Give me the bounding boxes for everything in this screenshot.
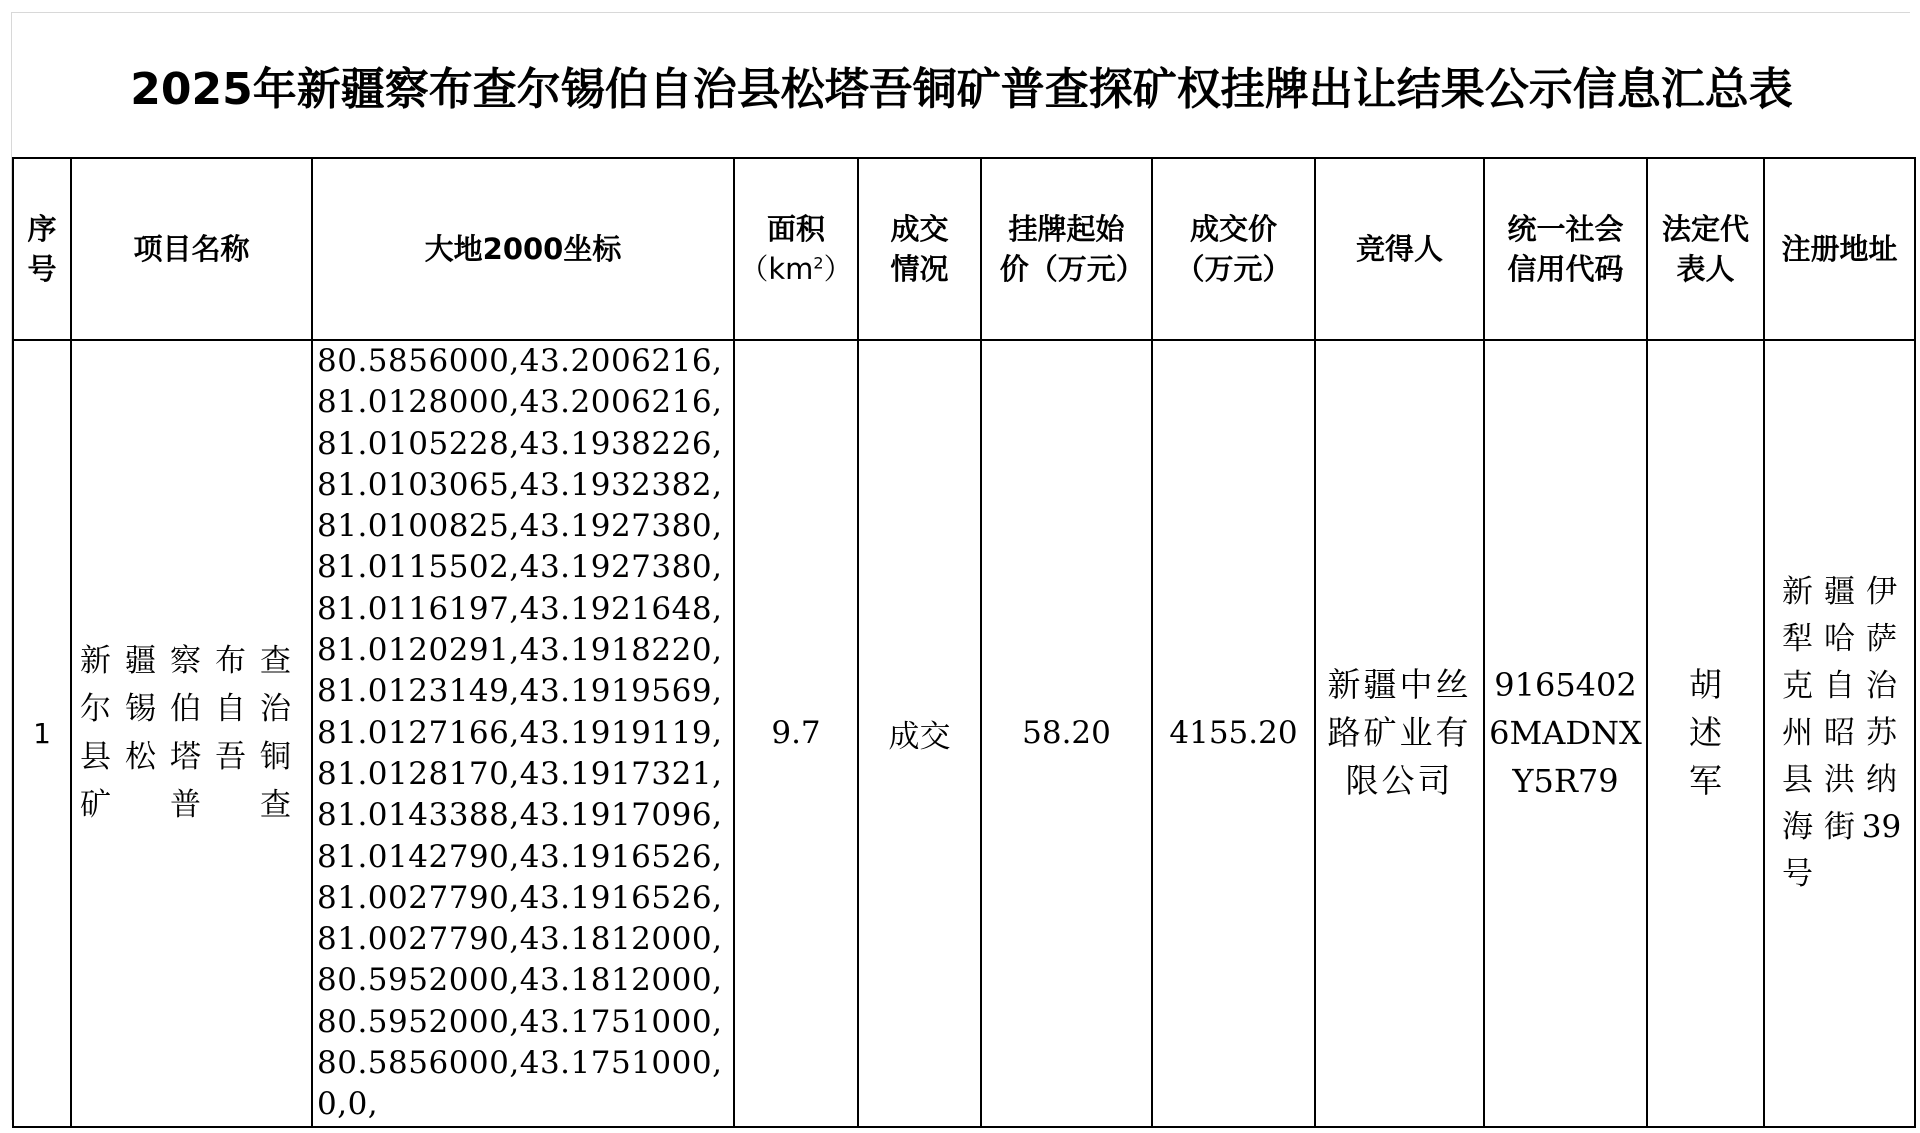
- coordinate-list: [317, 341, 733, 1126]
- winner-text: 新疆中丝路矿业有限公司: [1327, 665, 1472, 801]
- results-table: [12, 157, 1916, 1128]
- header-address: 注册地址: [1764, 158, 1915, 340]
- cell-start-price: 58.20: [981, 340, 1152, 1127]
- header-deal-price: 成交价（万元）: [1152, 158, 1315, 340]
- coordinate-line: 81.0128000,43.2006216,: [317, 384, 723, 421]
- header-winner: 竞得人: [1315, 158, 1484, 340]
- coordinate-line: 81.0115502,43.1927380,: [317, 549, 723, 586]
- address-text: [1765, 569, 1914, 898]
- coordinate-line: 80.5856000,43.2006216,: [317, 343, 723, 379]
- coordinate-line: 80.5856000,43.1751000,: [317, 1045, 723, 1082]
- project-name-text: 新疆察布查尔锡伯自治县松塔吾铜矿普查: [80, 643, 303, 824]
- coordinate-line: 0,0,: [317, 1086, 379, 1123]
- coordinate-line: 81.0116197,43.1921648,: [317, 590, 723, 627]
- header-start-price: 挂牌起始价（万元）: [981, 158, 1152, 340]
- cell-address: [1764, 340, 1915, 1127]
- header-area-unit: $(km^2)$: [739, 252, 853, 286]
- coordinate-line: 81.0143388,43.1917096,: [317, 797, 723, 834]
- cell-project-name: [71, 340, 312, 1127]
- cell-deal-price: 4155.20: [1152, 340, 1315, 1127]
- coordinate-line: 81.0120291,43.1918220,: [317, 632, 723, 669]
- document-sheet: [11, 12, 1910, 1123]
- header-row: [13, 158, 1915, 340]
- coordinate-line: 80.5952000,43.1751000,: [317, 1003, 723, 1040]
- coordinate-line: 81.0103065,43.1932382,: [317, 466, 723, 503]
- header-seq: 序号: [13, 158, 71, 340]
- coordinate-line: 81.0127166,43.1919119,: [317, 714, 723, 751]
- cell-credit-code: [1484, 340, 1647, 1127]
- cell-coordinates: [312, 340, 734, 1127]
- header-area-label: 面积: [766, 212, 825, 246]
- header-coords: 大地2000坐标: [312, 158, 734, 340]
- cell-winner: [1315, 340, 1484, 1127]
- coordinate-line: 81.0123149,43.1919569,: [317, 673, 723, 710]
- header-legal-rep: 法定代表人: [1647, 158, 1764, 340]
- credit-code-text: 91654026MADNXY5R79: [1489, 666, 1642, 801]
- coordinate-line: 81.0105228,43.1938226,: [317, 425, 723, 462]
- coordinate-line: 81.0027790,43.1916526,: [317, 879, 723, 916]
- header-project-name: 项目名称: [71, 158, 312, 340]
- cell-deal-status: 成交: [858, 340, 981, 1127]
- coordinate-line: 81.0142790,43.1916526,: [317, 838, 723, 875]
- cell-seq: 1: [13, 340, 71, 1127]
- cell-legal-rep: [1647, 340, 1764, 1127]
- header-area: [734, 158, 858, 340]
- coordinate-line: 81.0100825,43.1927380,: [317, 508, 723, 545]
- address-column: 伊 萨 治 苏 纳 39: [1861, 573, 1902, 845]
- coordinate-line: 81.0128170,43.1917321,: [317, 755, 723, 792]
- header-credit-code: 统一社会信用代码: [1484, 158, 1647, 340]
- address-column: 疆 哈 自 昭 洪 街: [1824, 573, 1855, 845]
- document-title: 2025年新疆察布查尔锡伯自治县松塔吾铜矿普查探矿权挂牌出让结果公示信息汇总表: [130, 64, 1793, 115]
- coordinate-line: 80.5952000,43.1812000,: [317, 962, 723, 999]
- legal-rep-text: 胡述军: [1688, 665, 1722, 801]
- coordinate-line: 81.0027790,43.1812000,: [317, 921, 723, 958]
- header-deal-status: 成交情况: [858, 158, 981, 340]
- cell-area: 9.7: [734, 340, 858, 1127]
- address-column: 新 犁 克 州 县 海 号: [1782, 573, 1813, 892]
- table-row: [13, 340, 1915, 1127]
